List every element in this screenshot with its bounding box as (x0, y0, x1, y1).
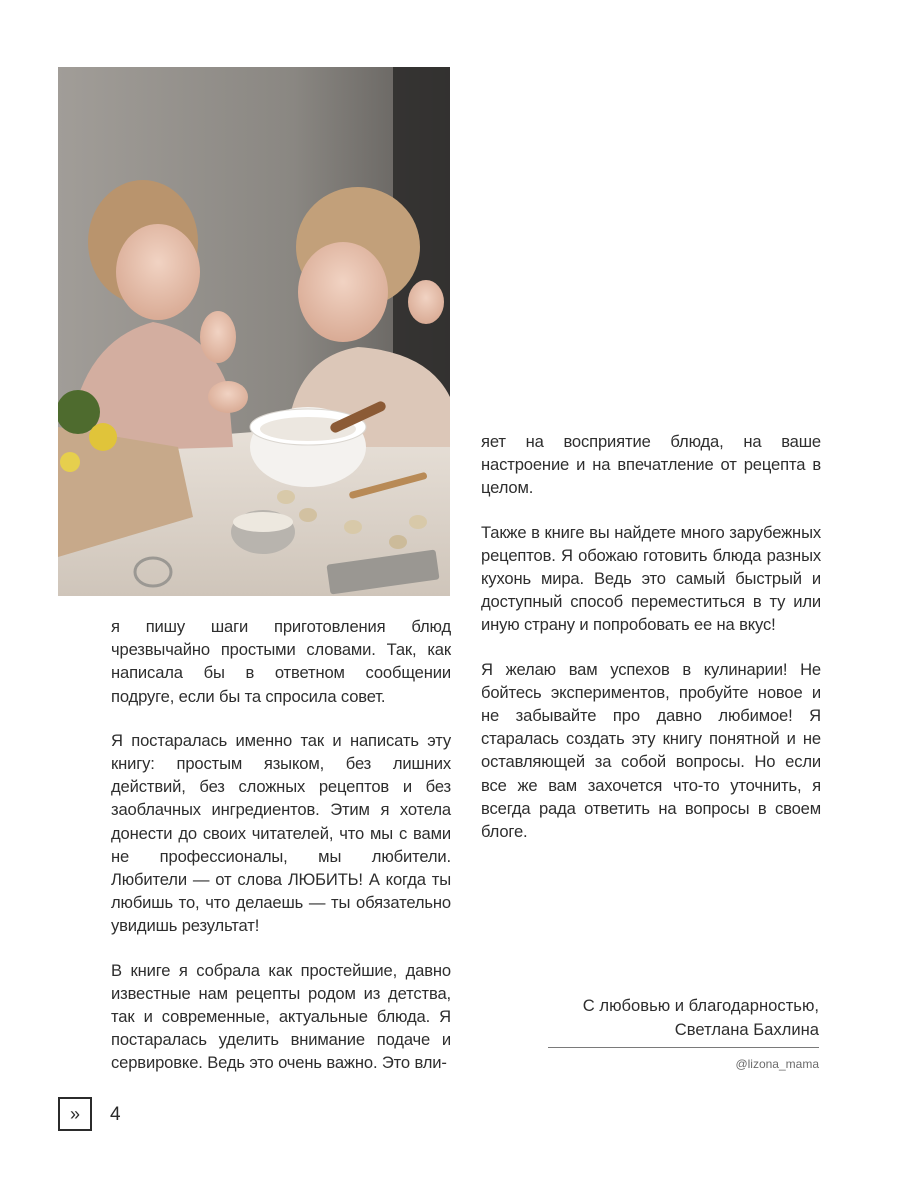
two-girls-baking-photo (58, 67, 450, 596)
social-handle: @lizona_mama (735, 1057, 819, 1071)
right-text-column (481, 430, 821, 864)
paragraph: В книге я собрала как простейшие, давно известные нам рецепты родом из детства, так и современные, актуальные блюда. Я постаралась уделить внимание подаче и сервировке. Ведь это очень важно. Это вли- (111, 960, 451, 1073)
signature-block (519, 994, 819, 1042)
next-page-button[interactable] (58, 1097, 92, 1131)
paragraph: Я желаю вам успехов в кулинарии! Не бойтесь экспериментов, пробуйте новое и не забывайте про давно любимое! Я старалась создать эту книгу понятной и не оставляющей за собой вопросы. Но если все же вам захочется что-то уточнить, я всегда рада ответить на вопросы в своем блоге. (481, 659, 821, 842)
paragraph: Я постаралась именно так и написать эту книгу: простым языком, без лишних действий, без сложных рецептов и без заоблачных ингредиентов. Этим я хотела донести до своих читателей, что мы с вами не профессионалы, мы любители. Любители — от слова ЛЮБИТЬ! А когда ты любишь то, что делаешь — ты обязательно увидишь результат! (111, 730, 451, 936)
double-chevron-right-icon: » (69, 1103, 80, 1124)
page-number: 4 (110, 1104, 121, 1125)
cover-photo (58, 67, 450, 596)
left-text-column (111, 615, 451, 1096)
paragraph: Также в книге вы найдете много зарубежных рецептов. Я обожаю готовить блюда разных кухонь мира. Ведь это самый быстрый и доступный способ переместиться в ту или иную страну и попробовать ее на вкус! (481, 522, 821, 635)
signature-line-1: С любовью и благодарностью, (582, 996, 819, 1015)
signature-author: Светлана Бахлина (674, 1020, 819, 1039)
paragraph: я пишу шаги приготовления блюд чрезвычайно простыми словами. Так, как написала бы в ответном сообщении подруге, если бы та спросила совет. (111, 617, 451, 706)
signature-divider (548, 1047, 819, 1048)
paragraph: яет на восприятие блюда, на ваше настроение и на впечатление от рецепта в целом. (481, 432, 821, 498)
